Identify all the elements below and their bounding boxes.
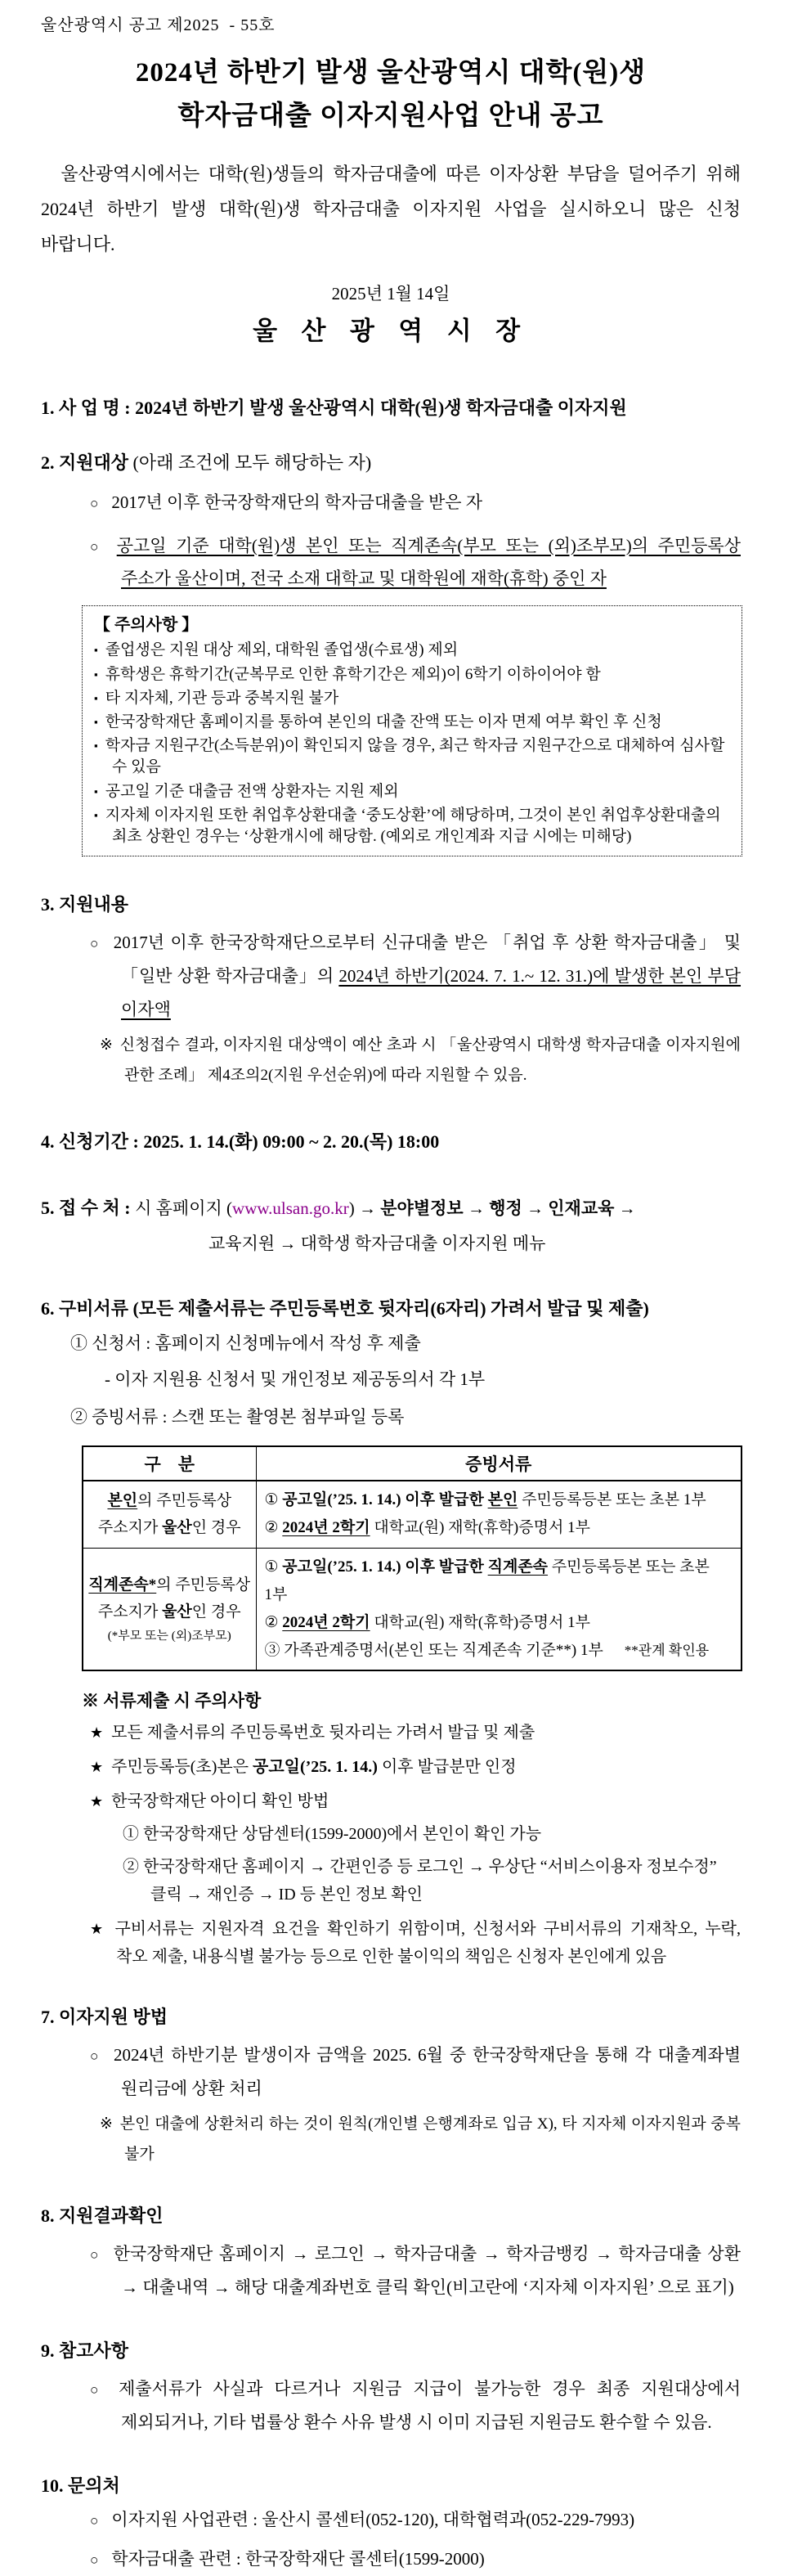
documents-cell-ascendant [256,1548,742,1670]
arrow-text: → [614,1198,636,1219]
doc-bold-text: 공고일(’25. 1. 14.) 이후 발급한 [282,1491,488,1509]
table-row-direct-ascendant [83,1548,742,1670]
caution-item-text: 졸업생은 지원 대상 제외, 대학원 졸업생(수료생) 제외 [105,641,459,659]
reference-item [90,2372,741,2439]
square-bullet-icon: ▪ [94,668,98,681]
mayor-signature: 울 산 광 역 시 장 [253,316,529,345]
caution-item [94,781,730,802]
submission-note-4 [90,1915,741,1971]
doc-keyword: 2024년 2학기 [282,1613,370,1631]
section-5-line-2: 교육지원 → 대학생 학자금대출 이자지원 메뉴 [208,1234,546,1254]
doc-text: 주민등록등본 또는 초본 1부 [264,1558,710,1603]
doc-bold-text: 공고일(’25. 1. 14.) 이후 발급한 [282,1558,488,1576]
star-bullet-icon: ★ [90,1921,107,1938]
required-doc-item-1-sub: - 이자 지원용 신청서 및 개인정보 제공동의서 각 1부 [105,1369,486,1389]
submission-note-1 [90,1719,741,1747]
note-mark-icon: ※ [100,1036,114,1054]
section-5-title: 5. 접 수 처 : [41,1198,136,1219]
reception-text-2: ) → [348,1198,381,1219]
menu-step-3: 인재교육 [548,1198,615,1219]
result-check-text: 한국장학재단 홈페이지 → 로그인 → 학자금대출 → 학자금뱅킹 → 학자금대출 상환 → 대출내역 → 해당 대출계좌번호 클릭 확인(비고란에 ‘지자체 이자지원’ 으로 표기) [113,2244,741,2298]
doc-number: ③ [264,1642,285,1660]
square-bullet-icon: ▪ [94,808,98,821]
category-keyword: 직계존속* [88,1576,157,1594]
id-check-method-1: ① 한국장학재단 상담센터(1599-2000)에서 본인이 확인 가능 [123,1825,542,1844]
star-bullet-icon: ★ [90,1793,104,1810]
reference-text: 제출서류가 사실과 다르거나 지원금 지급이 불가능한 경우 최종 지원대상에서 제외되거나, 기타 법률상 환수 사유 발생 시 이미 지급된 지원금도 환수할 수 있음. [119,2379,741,2433]
interest-support-text: 2024년 하반기분 발생이자 금액을 2025. 6월 중 한국장학재단을 통해 각 대출계좌별 원리금에 상환 처리 [114,2045,741,2099]
contact-item-1 [90,2504,741,2537]
submission-note-bold: 공고일(’25. 1. 14.) [253,1758,378,1777]
caution-item-text: 공고일 기준 대출금 전액 상환자는 지원 제외 [105,782,399,800]
category-city: 울산 [162,1603,192,1621]
square-bullet-icon: ▪ [94,740,98,753]
circle-bullet-icon: ○ [90,495,99,511]
section-1-heading: 1. 사 업 명 : 2024년 하반기 발생 울산광역시 대학(원)생 학자금대출 이자지원 [41,397,627,418]
section-7-heading: 7. 이자지원 방법 [41,2007,168,2028]
doc-line [265,1609,733,1637]
eligibility-text-2: 공고일 기준 대학(원)생 본인 또는 직계존속(부모 또는 (외)조부모)의 주민등록상 주소가 울산이며, 전국 소재 대학교 및 대학원에 재학(휴학) 중인 자 [116,535,741,589]
circle-bullet-icon: ○ [90,2512,99,2529]
doc-number: ② [264,1519,283,1537]
doc-number: ① [264,1558,283,1576]
category-text: 의 주민등록상 [137,1492,232,1510]
square-bullet-icon: ▪ [94,644,98,657]
eligibility-item-1 [90,486,741,519]
circle-bullet-icon: ○ [90,538,104,555]
doc-line [265,1637,733,1665]
category-text: 의 주민등록상 [156,1576,251,1594]
note-mark-icon: ※ [100,2115,114,2133]
table-row-self [83,1481,742,1548]
category-text: 인 경우 [191,1519,241,1537]
title-line-2: 학자금대출 이자지원사업 안내 공고 [177,101,604,132]
caution-item [94,640,730,661]
category-line [87,1487,253,1514]
section-7-note-text: 본인 대출에 상환처리 하는 것이 원칙(개인별 은행계좌로 입금 X), 타 지자체 이자지원과 중복 불가 [119,2115,742,2164]
square-bullet-icon: ▪ [94,691,98,704]
intro-paragraph: 울산광역시에서는 대학(원)생들의 학자금대출에 따른 이자상환 부담을 덜어주기 위해 2024년 하반기 발생 대학(원)생 학자금대출 이자지원 사업을 실시하오니 많은 신청 바랍니다. [41,163,741,254]
submission-note-text: 구비서류는 지원자격 요건을 확인하기 위함이며, 신청서와 구비서류의 기재착오, 누락, 착오 제출, 내용식별 불가능 등으로 인한 불이익의 책임은 신청자 본인에게 있음 [114,1920,741,1967]
caution-item-text: 타 지자체, 기관 등과 중복지원 불가 [105,689,339,707]
caution-item [94,735,730,778]
arrow-text: → [522,1198,549,1219]
category-text: 주소지가 [97,1603,163,1621]
category-line [87,1571,253,1598]
result-check-item [90,2237,741,2304]
support-content-item [90,926,741,1027]
doc-number: ② [264,1613,283,1631]
table-header-row [83,1446,742,1481]
section-3-heading: 3. 지원내용 [41,894,129,915]
category-text: 주소지가 [97,1519,163,1537]
category-line [87,1514,253,1541]
caution-item-text: 학자금 지원구간(소득분위)이 확인되지 않을 경우, 최근 학자금 지원구간으로 대체하여 심사할 수 있음 [105,737,725,776]
doc-number: ① [264,1491,283,1509]
section-6-heading: 6. 구비서류 (모든 제출서류는 주민등록번호 뒷자리(6자리) 가려서 발급 및 제출) [41,1298,649,1319]
caution-box [82,605,742,856]
caution-item-text: 한국장학재단 홈페이지를 통하여 본인의 대출 잔액 또는 이자 면제 여부 확인 후 신청 [105,713,662,731]
section-10-heading: 10. 문의처 [41,2475,120,2496]
section-2-heading [41,449,741,474]
eligibility-text-1: 2017년 이후 한국장학재단의 학자금대출을 받은 자 [111,492,483,512]
section-3-note [100,1030,741,1090]
submission-note-text: 모든 제출서류의 주민등록번호 뒷자리는 가려서 발급 및 제출 [111,1724,535,1742]
submission-note-text: 주민등록등(초)본은 [111,1758,253,1777]
category-cell-ascendant [83,1548,256,1670]
documents-cell-self [256,1481,742,1548]
category-cell-self [83,1481,256,1548]
doc-keyword: 직계존속 [487,1558,549,1576]
support-content-pre: 2017년 이후 한국장학재단으로부터 신규대출 받은 「취업 후 상환 학자금대출」 및 「일반 상환 학자금대출」의 [113,933,741,987]
submission-notes-title: ※ 서류제출 시 주의사항 [82,1691,262,1711]
doc-footnote: **관계 확인용 [624,1643,710,1659]
submission-note-2 [90,1753,741,1781]
doc-line [265,1514,733,1542]
caution-box-title: 【 주의사항 】 [94,616,199,635]
section-4-heading: 4. 신청기간 : 2025. 1. 14.(화) 09:00 ~ 2. 20.(목) 18:00 [41,1131,440,1153]
required-doc-item-2: ② 증빙서류 : 스캔 또는 촬영본 첨부파일 등록 [70,1406,405,1427]
documents-table [82,1445,742,1671]
circle-bullet-icon: ○ [90,2247,101,2264]
reception-text-1: 시 홈페이지 ( [135,1198,233,1219]
interest-support-method [90,2039,741,2106]
caution-item [94,712,730,733]
category-footnote: (*부모 또는 (외)조부모) [107,1630,231,1643]
submission-note-text: 이후 발급분만 인정 [377,1758,517,1777]
contact-text-1: 이자지원 사업관련 : 울산시 콜센터(052-120), 대학협력과(052-229-7993) [111,2509,635,2529]
doc-text: 가족관계증명서(본인 또는 직계존속 기준**) 1부 [284,1642,603,1660]
id-check-method-2: ② 한국장학재단 홈페이지 → 간편인증 등 로그인 → 우상단 “서비스이용자 정보수정” 클릭 → 재인증 → ID 등 본인 정보 확인 [123,1858,717,1904]
caution-item [94,805,730,847]
section-7-note [100,2109,741,2169]
caution-item [94,664,730,686]
section-3-note-text: 신청접수 결과, 이자지원 대상액이 예산 초과 시 「울산광역시 대학생 학자금대출 이자지원에 관한 조례」 제4조의2(지원 우선순위)에 따라 지원할 수 있음. [119,1036,741,1085]
menu-step-1: 분야별정보 [380,1198,464,1219]
doc-line [265,1553,733,1609]
ulsan-homepage-link[interactable]: www.ulsan.go.kr [232,1198,349,1219]
doc-keyword: 본인 [487,1491,518,1509]
arrow-text: → [463,1198,490,1219]
submission-note-3 [90,1787,741,1815]
support-content-underlined: 2024년 하반기(2024. 7. 1.~ 12. 31.)에 발생한 본인 부담 이자액 [121,966,742,1020]
submission-note-text: 한국장학재단 아이디 확인 방법 [111,1792,329,1811]
category-keyword: 본인 [107,1492,138,1510]
announcement-date: 2025년 1월 14일 [331,283,450,303]
category-text: 인 경우 [191,1603,241,1621]
eligibility-item-2 [90,529,741,596]
section-2-subtitle: (아래 조건에 모두 해당하는 자) [128,452,372,473]
doc-keyword: 2024년 2학기 [282,1519,370,1537]
star-bullet-icon: ★ [90,1759,104,1776]
title-line-1: 2024년 하반기 발생 울산광역시 대학(원)생 [135,58,647,88]
star-bullet-icon: ★ [90,1724,104,1742]
circle-bullet-icon: ○ [90,2048,101,2065]
doc-text: 대학교(원) 재학(휴학)증명서 1부 [370,1613,590,1631]
doc-line [265,1486,733,1514]
caution-item-text: 휴학생은 휴학기간(군복무로 인한 휴학기간은 제외)이 6학기 이하이어야 함 [105,665,601,683]
circle-bullet-icon: ○ [90,2551,99,2568]
caution-item-text: 지자체 이자지원 또한 취업후상환대출 ‘중도상환’에 해당하며, 그것이 본인 취업후상환대출의 최초 상환인 경우는 ‘상환개시에 해당함. (예외로 개인계좌 지급 시에는 미해당) [105,806,721,846]
page-title [41,52,741,139]
contact-text-2: 학자금대출 관련 : 한국장학재단 콜센터(1599-2000) [111,2548,485,2569]
section-2-title: 2. 지원대상 [41,452,129,473]
square-bullet-icon: ▪ [94,716,98,729]
table-header-category: 구 분 [83,1446,256,1481]
doc-text: 주민등록등본 또는 초본 1부 [518,1491,706,1509]
table-header-documents: 증빙서류 [256,1446,742,1481]
section-5-heading [41,1189,741,1226]
section-8-heading: 8. 지원결과확인 [41,2205,164,2227]
square-bullet-icon: ▪ [94,784,98,798]
category-city: 울산 [162,1519,192,1537]
circle-bullet-icon: ○ [90,936,101,952]
category-line [87,1598,253,1625]
contact-item-2 [90,2543,741,2576]
doc-text: 대학교(원) 재학(휴학)증명서 1부 [370,1519,590,1537]
circle-bullet-icon: ○ [90,2382,106,2398]
caution-item [94,688,730,709]
menu-step-2: 행정 [489,1198,522,1219]
section-9-heading: 9. 참고사항 [41,2340,129,2362]
required-doc-item-1: ① 신청서 : 홈페이지 신청메뉴에서 작성 후 제출 [70,1333,421,1354]
notice-number: 울산광역시 공고 제2025 - 55호 [41,16,276,34]
